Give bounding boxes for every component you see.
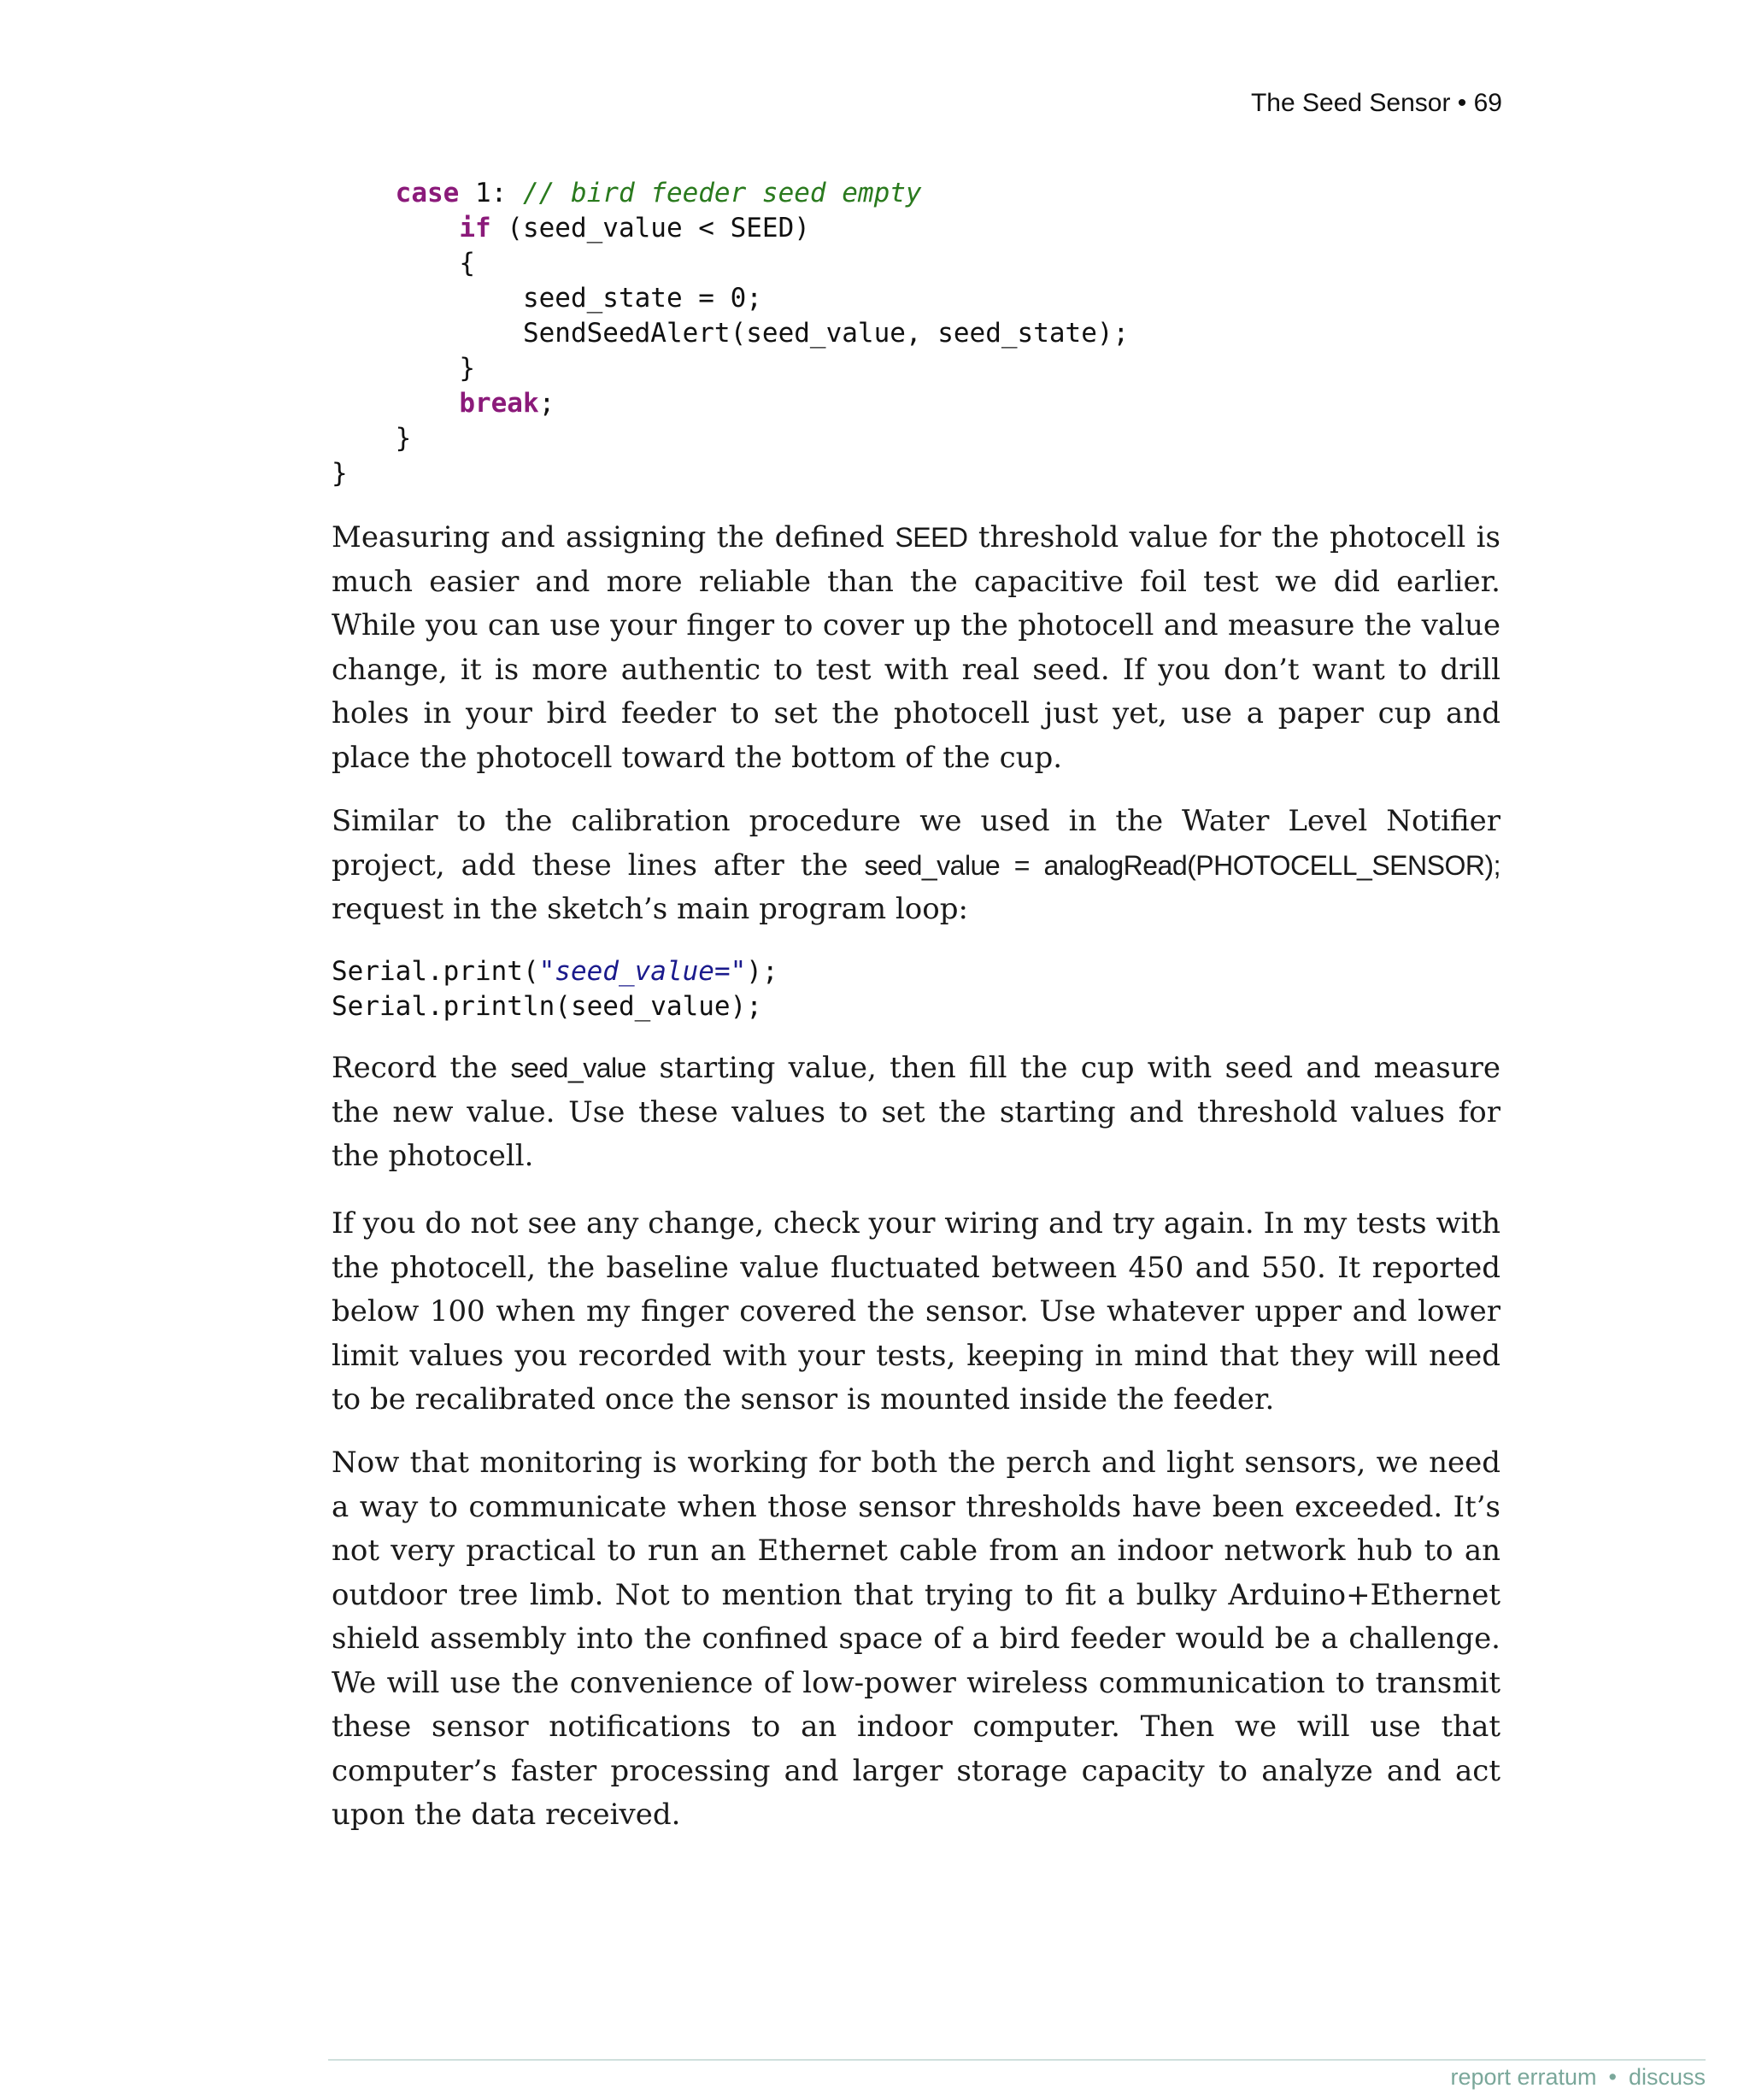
code-text: }: [332, 458, 348, 489]
code-text: Serial.println(seed_value);: [332, 991, 762, 1022]
footer-separator: •: [1608, 2064, 1617, 2090]
code-indent: [332, 388, 459, 419]
code-text: {: [459, 248, 475, 279]
paragraph-text: threshold value for the photocell is much easier and more reliable than the capacitive foil test we did earlier. While you can use your finger to cover up the photocell and measure the value change, it is more authentic to test with real seed. If you don’t want to drill holes in your bird feeder to set the photocell just yet, use a paper cup and place the photocell toward the bottom of the cup.: [332, 520, 1500, 775]
inline-code: seed_value = analogRead(PHOTOCELL_SENSOR);: [864, 849, 1500, 881]
code-comment: // bird feeder seed empty: [522, 178, 922, 208]
code-text: }: [459, 353, 475, 384]
paragraph-text: starting value, then fill the cup with seed and measure the new value. Use these values to set the starting and threshold values for the photocell.: [332, 1051, 1500, 1173]
code-block-serial-print: [332, 954, 778, 1024]
code-indent: [332, 248, 459, 279]
report-erratum-link[interactable]: report erratum: [1450, 2064, 1597, 2090]
code-text: seed_state = 0;: [522, 283, 762, 314]
code-keyword: case: [395, 178, 460, 208]
code-indent: [332, 213, 459, 243]
code-string: "seed_value=": [538, 956, 747, 987]
paragraph-text: Measuring and assigning the defined: [332, 520, 896, 554]
code-indent: [332, 423, 396, 454]
code-indent: [332, 318, 523, 349]
code-text: }: [395, 423, 412, 454]
paragraph-text: request in the sketch’s main program loop:: [332, 892, 968, 926]
inline-code: seed_value: [510, 1053, 647, 1083]
footer-links: [1450, 2064, 1706, 2091]
code-text: );: [746, 956, 778, 987]
code-text: ;: [538, 388, 555, 419]
body-paragraph-2: [332, 800, 1500, 932]
code-text: SendSeedAlert(seed_value, seed_state);: [522, 318, 1130, 349]
code-text: 1:: [459, 178, 523, 208]
footer-divider: [328, 2059, 1706, 2061]
discuss-link[interactable]: discuss: [1628, 2064, 1706, 2090]
code-keyword: break: [459, 388, 539, 419]
paragraph-text: Similar to the calibration procedure we used in the Water Level Notifier project, add these lines after the: [332, 804, 1500, 883]
body-paragraph-3: [332, 1047, 1500, 1179]
code-indent: [332, 353, 459, 384]
code-indent: [332, 283, 523, 314]
code-keyword: if: [459, 213, 491, 243]
running-head: The Seed Sensor • 69: [1250, 89, 1502, 117]
code-block-switch-case: [332, 176, 1129, 491]
code-text: (seed_value < SEED): [490, 213, 810, 243]
body-paragraph-5: Now that monitoring is working for both the perch and light sensors, we need a way to communicate when those sensor thresholds have been exceeded. It’s not very practical to run an Ethernet cable from an indoor network hub to an outdoor tree limb. Not to mention that trying to fit a bulky Arduino+Ethernet shield assembly into the confined space of a bird feeder would be a challenge. We will use the convenience of low-power wireless communication to transmit these sensor notifications to an indoor computer. Then we will use that computer’s faster processing and larger storage capacity to analyze and act upon the data received.: [332, 1446, 1500, 1832]
body-paragraph-1: [332, 516, 1500, 780]
inline-code: SEED: [895, 522, 968, 553]
code-indent: [332, 178, 396, 208]
code-text: Serial.print(: [332, 956, 539, 987]
paragraph-text: Record the: [332, 1051, 511, 1085]
body-paragraph-4: If you do not see any change, check your wiring and try again. In my tests with the photocell, the baseline value fluctuated between 450 and 550. It reported below 100 when my finger covered the sensor. Use whatever upper and lower limit values you recorded with your tests, keeping in mind that they will need to be recalibrated once the sensor is mounted inside the feeder.: [332, 1206, 1500, 1417]
